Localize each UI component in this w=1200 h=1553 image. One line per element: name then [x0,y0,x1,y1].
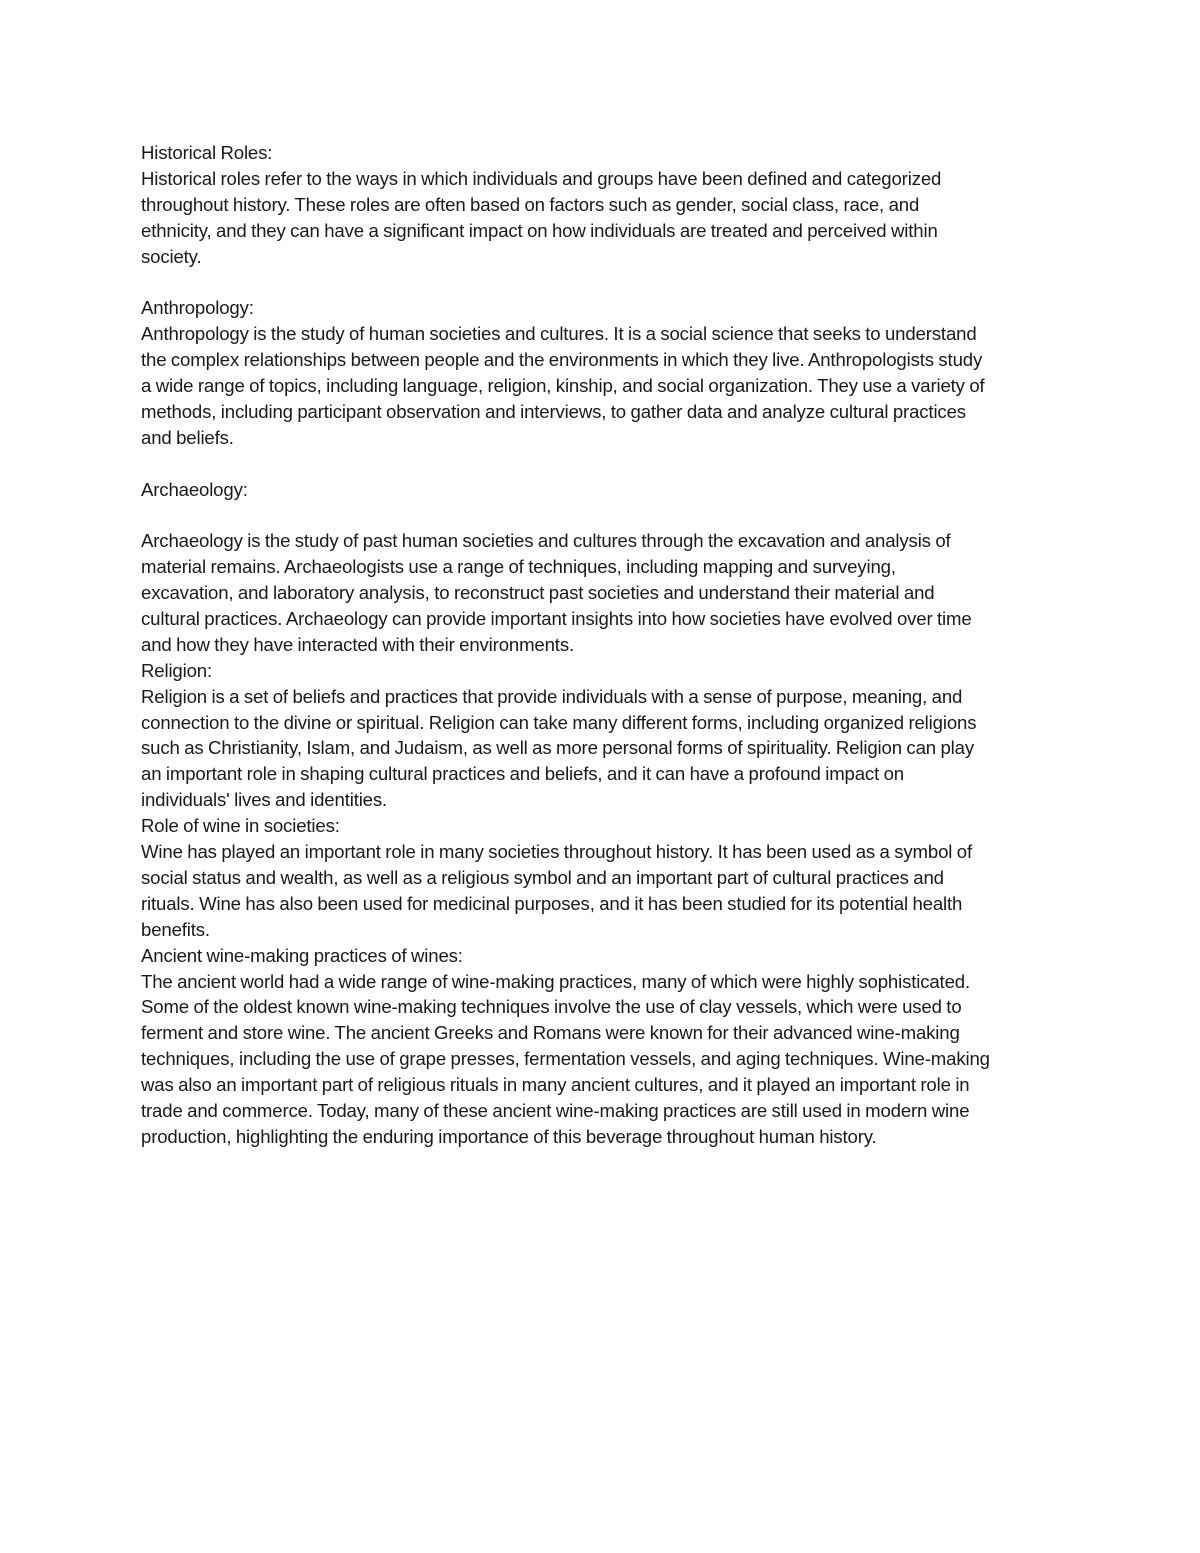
section-ancient-wine-making [141,943,1066,1150]
body-line: Religion is a set of beliefs and practices that provide individuals with a sense of purpose, meaning, and [141,685,963,707]
body-line: rituals. Wine has also been used for medicinal purposes, and it has been studied for its potential health [141,892,963,914]
paragraph-gap [141,451,1066,477]
body-line: individuals' lives and identities. [141,789,388,811]
body-line: ferment and store wine. The ancient Greeks and Romans were known for their advanced wine-making [141,1022,960,1044]
paragraph-gap [141,502,1066,528]
body-line: an important role in shaping cultural practices and beliefs, and it can have a profound impact on [141,763,904,785]
body-line: cultural practices. Archaeology can provide important insights into how societies have evolved over time [141,608,972,630]
section-heading: Role of wine in societies: [141,815,340,837]
body-line: was also an important part of religious rituals in many ancient cultures, and it played an important role in [141,1074,970,1096]
body-line: and how they have interacted with their environments. [141,633,574,655]
body-line: excavation, and laboratory analysis, to reconstruct past societies and understand their material and [141,582,935,604]
section-heading: Religion: [141,659,213,681]
body-line: the complex relationships between people and the environments in which they live. Anthropologists study [141,349,983,371]
body-line: a wide range of topics, including language, religion, kinship, and social organization. They use a variety of [141,375,985,397]
section-heading: Archaeology: [141,478,248,500]
body-line: Anthropology is the study of human societies and cultures. It is a social science that seeks to understand [141,323,977,345]
section-heading: Historical Roles: [141,142,273,163]
body-line: such as Christianity, Islam, and Judaism, as well as more personal forms of spirituality. Religion can play [141,737,974,759]
section-heading: Ancient wine-making practices of wines: [141,944,463,966]
body-line: Archaeology is the study of past human societies and cultures through the excavation and analysis of [141,530,951,552]
section-anthropology [141,295,1066,450]
body-line: social status and wealth, as well as a religious symbol and an important part of cultural practices and [141,866,944,888]
body-line: production, highlighting the enduring importance of this beverage throughout human history. [141,1125,877,1147]
paragraph-gap [141,269,1066,295]
section-heading: Anthropology: [141,297,254,319]
body-line: material remains. Archaeologists use a range of techniques, including mapping and surveying, [141,556,896,578]
section-archaeology [141,477,1066,658]
body-line: Wine has played an important role in many societies throughout history. It has been used as a symbol of [141,841,972,863]
section-historical-roles [141,140,1066,269]
body-line: trade and commerce. Today, many of these ancient wine-making practices are still used in modern wine [141,1099,970,1121]
body-line: techniques, including the use of grape presses, fermentation vessels, and aging techniques. Wine-making [141,1048,990,1070]
body-line: The ancient world had a wide range of wine-making practices, many of which were highly sophisticated. [141,970,970,992]
body-line: society. [141,245,202,267]
body-line: and beliefs. [141,426,234,448]
body-line: Historical roles refer to the ways in which individuals and groups have been defined and categorized [141,167,942,189]
body-line: ethnicity, and they can have a significant impact on how individuals are treated and perceived within [141,219,938,241]
body-line: Some of the oldest known wine-making techniques involve the use of clay vessels, which were used to [141,996,962,1018]
section-religion [141,658,1066,813]
body-line: benefits. [141,918,210,940]
body-line: connection to the divine or spiritual. Religion can take many different forms, including organized religions [141,711,977,733]
document-page [141,140,1066,1150]
body-line: methods, including participant observation and interviews, to gather data and analyze cultural practices [141,400,966,422]
body-line: throughout history. These roles are often based on factors such as gender, social class, race, and [141,193,920,215]
section-role-of-wine [141,813,1066,942]
